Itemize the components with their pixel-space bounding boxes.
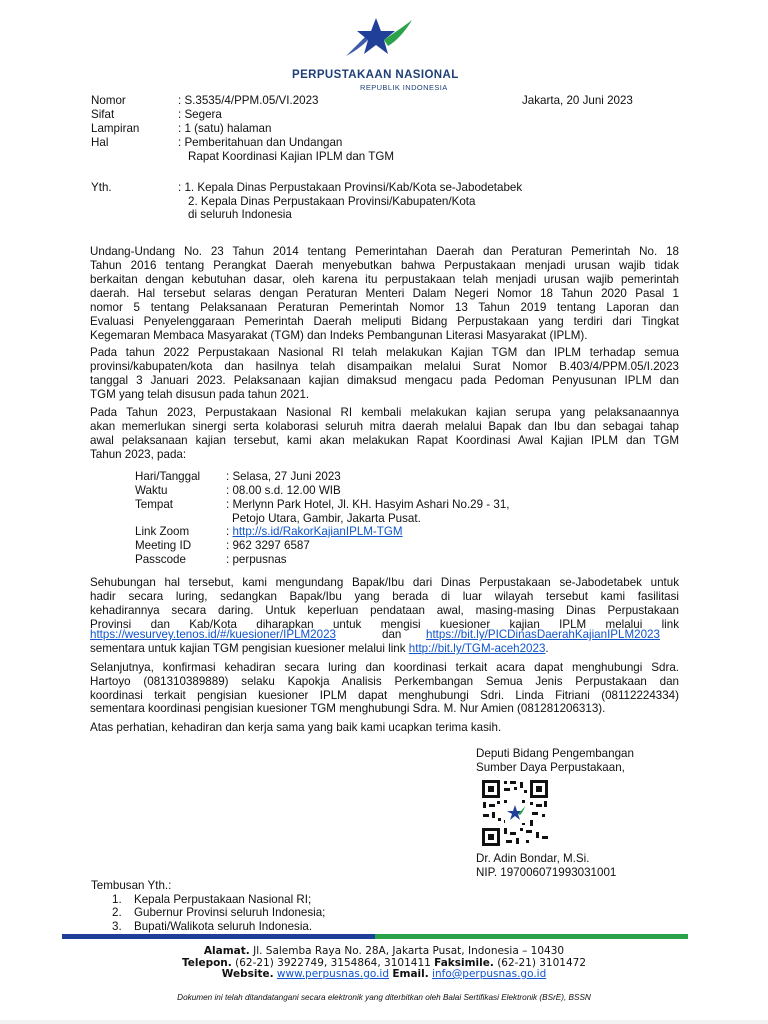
footer-fax-label: Faksimile. bbox=[434, 957, 494, 969]
meta-sifat bbox=[91, 108, 222, 122]
detail-zoom-prefix: : bbox=[226, 525, 233, 538]
list-item bbox=[112, 920, 312, 934]
footer-fax-value: (62-21) 3101472 bbox=[493, 957, 587, 969]
p3-line-3: awal pelaksanaan kajian tersebut, kami akan melakukan Rapat Koordinasi Awal Kajian IPLM dan TGM bbox=[90, 434, 679, 447]
p4-and: dan bbox=[382, 628, 402, 641]
detail-passcode-value: : perpusnas bbox=[226, 553, 287, 566]
cc-number: 1. bbox=[112, 893, 122, 906]
p1-line-2: Tahun 2016 tentang Perangkat Daerah menyebutkan bahwa Perpustakaan menjadi urusan wajib tidak bbox=[90, 259, 679, 272]
tgm-survey-link[interactable]: http://bit.ly/TGM-aceh2023 bbox=[408, 642, 546, 655]
pic-survey-link[interactable]: https://bit.ly/PICDinasDaerahKajianIPLM2023 bbox=[426, 628, 660, 641]
footer-address bbox=[0, 945, 768, 957]
org-subtitle: REPUBLIK INDONESIA bbox=[360, 83, 448, 92]
footer-address-value: Jl. Salemba Raya No. 28A, Jakarta Pusat, Indonesia – 10430 bbox=[249, 945, 565, 957]
meta-lampiran bbox=[91, 122, 272, 136]
meta-hal-label: Hal bbox=[91, 136, 109, 149]
detail-tempat-value: : Merlynn Park Hotel, Jl. KH. Hasyim Ashari No.29 - 31, bbox=[226, 498, 510, 511]
detail-zoom-key: Link Zoom bbox=[135, 525, 190, 538]
meta-sifat-label: Sifat bbox=[91, 108, 115, 121]
p4-line-6-text: sementara untuk kajian TGM pengisian kuesioner melalui link bbox=[90, 642, 409, 655]
p5-line-4: sementara koordinasi pengisian kuesioner TGM menghubungi Sdra. M. Nur Amien (081281206313). bbox=[90, 702, 606, 715]
detail-meeting-id-key: Meeting ID bbox=[135, 539, 192, 552]
zoom-link[interactable]: http://s.id/RakorKajianIPLM-TGM bbox=[232, 525, 403, 538]
detail-waktu-key: Waktu bbox=[135, 484, 168, 497]
detail-passcode bbox=[135, 553, 287, 567]
detail-meeting-id bbox=[135, 539, 310, 553]
meta-nomor-value: : S.3535/4/PPM.05/VI.2023 bbox=[178, 94, 319, 107]
meta-nomor bbox=[91, 94, 319, 108]
p2-line-4: TGM yang telah disusun pada tahun 2021. bbox=[90, 388, 310, 401]
meta-nomor-label: Nomor bbox=[91, 94, 126, 107]
p4-line-2: hadir secara luring, sedangkan Bapak/Ibu yang berada di luar wilayah tersebut kami fasilitasi bbox=[90, 590, 679, 603]
p1-line-4: daerah. Hal tersebut selaras dengan Peraturan Menteri Dalam Negeri Nomor 18 Tahun 2020 Pasal 1 bbox=[90, 287, 679, 300]
p6-closing: Atas perhatian, kehadiran dan kerja sama yang baik kami ucapkan terima kasih. bbox=[90, 721, 502, 734]
detail-waktu-value: : 08.00 s.d. 12.00 WIB bbox=[226, 484, 341, 497]
p2-line-3: tanggal 3 Januari 2023. Pelaksanaan kajian dimaksud mengacu pada Pedoman Penyusunan IPLM dan bbox=[90, 374, 679, 387]
p3-line-2: akan memerlukan sinergi serta kolaborasi seluruh mitra daerah melalui Bapak dan Ibu dan sebagai tahap bbox=[90, 420, 679, 433]
footer-address-label: Alamat. bbox=[203, 945, 250, 957]
p2-line-1: Pada tahun 2022 Perpustakaan Nasional RI telah melakukan Kajian TGM dan IPLM terhadap semua bbox=[90, 346, 679, 359]
detail-hari-key: Hari/Tanggal bbox=[135, 470, 201, 483]
p5-line-2: Hartoyo (081310389889) selaku Kapokja Analisis Perkembangan Semua Jenis Perpustakaan dan bbox=[90, 675, 679, 688]
cc-number: 2. bbox=[112, 906, 122, 919]
cc-text: Bupati/Walikota seluruh Indonesia. bbox=[134, 920, 313, 933]
p4-line-4: Provinsi dan Kab/Kota diharapkan untuk mengisi kuesioner kajian IPLM melalui link bbox=[90, 618, 679, 631]
letter-date: Jakarta, 20 Juni 2023 bbox=[522, 94, 633, 107]
detail-tempat-value-2: Petojo Utara, Gambir, Jakarta Pusat. bbox=[232, 512, 421, 525]
meta-yth-3: di seluruh Indonesia bbox=[188, 208, 292, 221]
signature-title-1: Deputi Bidang Pengembangan bbox=[476, 747, 634, 760]
signature-nip: NIP. 197006071993031001 bbox=[476, 866, 617, 879]
p1-line-6: Evaluasi Penyelenggaraan Pemerintah Daerah meliputi Bidang Perpustakaan yang terdiri dari Tingkat bbox=[90, 315, 679, 328]
star-logo-icon bbox=[340, 14, 420, 70]
p2-line-2: provinsi/kabupaten/kota dan hasilnya telah disampaikan melalui Surat Nomor B.403/4/PPM.05/I.2023 bbox=[90, 360, 679, 373]
tembusan-label: Tembusan Yth.: bbox=[91, 879, 172, 892]
footer-email-label: Email. bbox=[392, 968, 429, 980]
footer-web bbox=[0, 968, 768, 980]
p1-line-5: nomor 5 tentang Pelaksanaan Peraturan Pemerintah Nomor 13 Tahun 2019 tentang Laporan dan bbox=[90, 301, 679, 314]
meta-yth bbox=[91, 181, 523, 195]
detail-zoom bbox=[135, 525, 403, 539]
p4-line-1: Sehubungan hal tersebut, kami mengundang Bapak/Ibu dari Dinas Perpustakaan se-Jabodetabek untuk bbox=[90, 576, 679, 589]
footer-color-bar bbox=[62, 934, 688, 939]
meta-lampiran-label: Lampiran bbox=[91, 122, 140, 135]
meta-sifat-value: : Segera bbox=[178, 108, 222, 121]
detail-hari bbox=[135, 470, 341, 484]
p4-line-6-end: . bbox=[545, 642, 549, 655]
p3-line-4: Tahun 2023, pada: bbox=[90, 448, 187, 461]
footer-bar-green bbox=[375, 934, 688, 939]
p1-line-3: berkaitan dengan kebutuhan dasar, oleh karena itu perpustakaan telah menjadi urusan wajib pemerintah bbox=[90, 273, 679, 286]
signature-title-2: Sumber Daya Perpustakaan, bbox=[476, 761, 625, 774]
iplm-survey-link[interactable]: https://wesurvey.tenos.id/#/kuesioner/IPLM2023 bbox=[90, 628, 336, 641]
meta-yth-label: Yth. bbox=[91, 181, 112, 194]
signature-name: Dr. Adin Bondar, M.Si. bbox=[476, 852, 590, 865]
meta-yth-1: : 1. Kepala Dinas Perpustakaan Provinsi/Kab/Kota se-Jabodetabek bbox=[178, 181, 523, 194]
detail-meeting-id-value: : 962 3297 6587 bbox=[226, 539, 310, 552]
qr-code-icon bbox=[480, 778, 550, 848]
detail-tempat-key: Tempat bbox=[135, 498, 174, 511]
p4-line-3: kehadirannya secara daring. Untuk keperluan pendataan awal, masing-masing Dinas Perpustakaan bbox=[90, 604, 679, 617]
footer-esign-note: Dokumen ini telah ditandatangani secara elektronik yang diterbitkan oleh Balai Sertifikasi Elektronik (BSrE), BSSN bbox=[177, 993, 591, 1002]
p4-line-6 bbox=[90, 642, 549, 656]
p1-line-7: Kegemaran Membaca Masyarakat (TGM) dan Indeks Pembangunan Literasi Masyarakat (IPLM). bbox=[90, 329, 588, 342]
p1-line-1: Undang-Undang No. 23 Tahun 2014 tentang Pemerintahan Daerah dan Peraturan Pemerintah No. 18 bbox=[90, 245, 679, 258]
list-item bbox=[112, 906, 325, 920]
footer-email-link[interactable]: info@perpusnas.go.id bbox=[432, 968, 547, 980]
cc-number: 3. bbox=[112, 920, 122, 933]
meta-hal-value-1: : Pemberitahuan dan Undangan bbox=[178, 136, 343, 149]
footer-website-link[interactable]: www.perpusnas.go.id bbox=[276, 968, 390, 980]
detail-waktu bbox=[135, 484, 341, 498]
detail-tempat bbox=[135, 498, 510, 512]
p5-line-3: koordinasi terkait pengisian kuesioner IPLM dapat menghubungi Sdri. Linda Fitriani (08112224334) bbox=[90, 689, 679, 702]
p5-line-1: Selanjutnya, konfirmasi kehadiran secara luring dan koordinasi terkait acara dapat menghubungi Sdra. bbox=[90, 661, 679, 674]
meta-yth-2: 2. Kepala Dinas Perpustakaan Provinsi/Kabupaten/Kota bbox=[188, 195, 476, 208]
meta-lampiran-value: : 1 (satu) halaman bbox=[178, 122, 272, 135]
footer-phone-label: Telepon. bbox=[181, 957, 232, 969]
detail-zoom-value bbox=[226, 525, 403, 539]
p4-line-5 bbox=[90, 628, 679, 642]
footer-website-label: Website. bbox=[221, 968, 274, 980]
cc-text: Gubernur Provinsi seluruh Indonesia; bbox=[134, 906, 326, 919]
p3-line-1: Pada Tahun 2023, Perpustakaan Nasional RI kembali melakukan kajian serupa yang pelaksanaannya bbox=[90, 406, 679, 419]
meta-hal-value-2: Rapat Koordinasi Kajian IPLM dan TGM bbox=[188, 150, 395, 163]
cc-text: Kepala Perpustakaan Nasional RI; bbox=[134, 893, 312, 906]
page-bottom-edge bbox=[0, 1020, 768, 1024]
footer-phone-value: (62-21) 3922749, 3154864, 3101411 bbox=[231, 957, 435, 969]
org-name: PERPUSTAKAAN NASIONAL bbox=[292, 69, 459, 81]
footer-bar-blue bbox=[62, 934, 375, 939]
detail-passcode-key: Passcode bbox=[135, 553, 186, 566]
detail-hari-value: : Selasa, 27 Juni 2023 bbox=[226, 470, 341, 483]
meta-hal bbox=[91, 136, 343, 150]
